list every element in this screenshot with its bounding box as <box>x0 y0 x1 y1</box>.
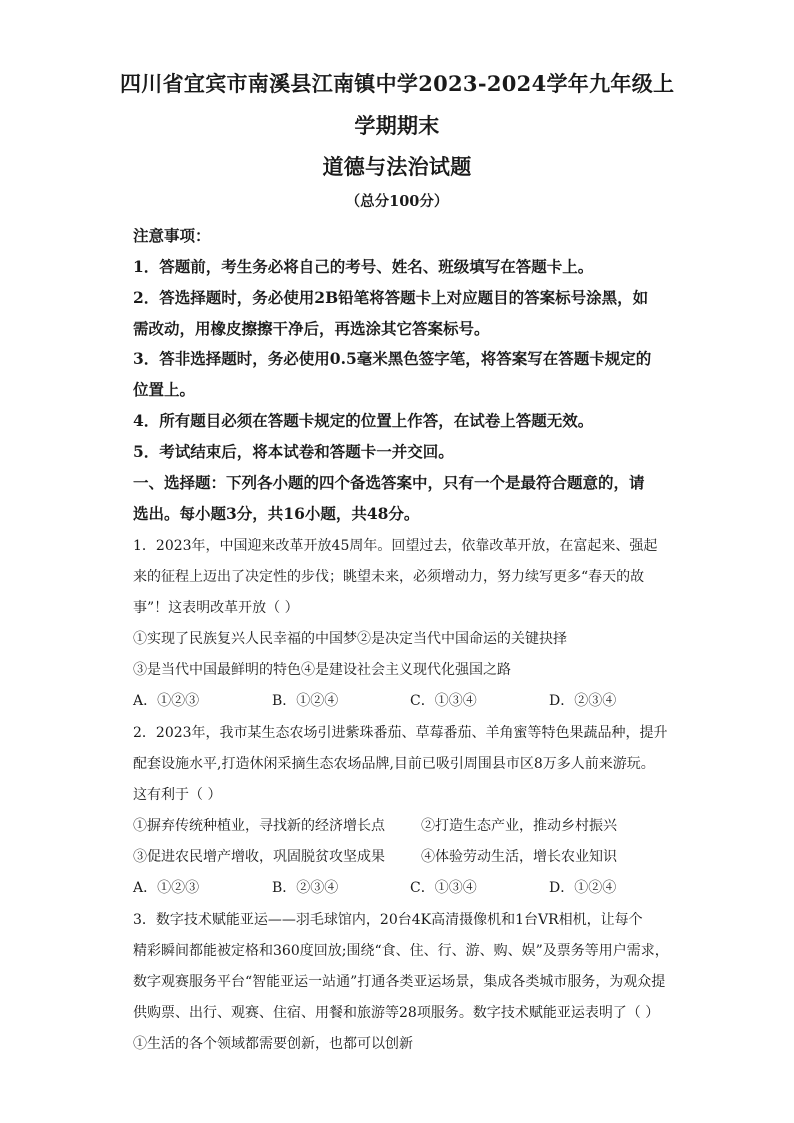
question-stem: 来的征程上迈出了决定性的步伐；眺望未来，必须增动力，努力续写更多“春天的故 <box>133 569 645 585</box>
notice-item: 1．答题前，考生务必将自己的考号、姓名、班级填写在答题卡上。 <box>133 257 594 276</box>
notice-item: 3．答非选择题时，务必使用0.5毫米黑色签字笔，将答案写在答题卡规定的 <box>133 349 652 368</box>
total-score: （总分100分） <box>345 193 449 210</box>
exam-subject-title: 道德与法治试题 <box>322 154 472 179</box>
question-stem: 数字观赛服务平台“智能亚运一站通”打通各类亚运场景，集成各类城市服务，为观众提 <box>133 974 666 990</box>
option-b: B．①②④ <box>272 693 339 709</box>
question-stem: 3．数字技术赋能亚运——羽毛球馆内，20台4K高清摄像机和1台VR相机，让每个 <box>133 912 643 928</box>
question-stem: 这有利于（ ） <box>133 787 222 803</box>
notice-item: 5．考试结束后，将本试卷和答题卡一并交回。 <box>133 442 454 461</box>
option-c: C．①③④ <box>410 693 477 709</box>
question-statement: ②打造生态产业，推动乡村振兴 <box>421 818 617 834</box>
notice-item: 需改动，用橡皮擦擦干净后，再选涂其它答案标号。 <box>133 319 490 338</box>
option-a: A．①②③ <box>133 693 200 709</box>
question-statement: ①实现了民族复兴人民幸福的中国梦②是决定当代中国命运的关键抉择 <box>133 631 567 647</box>
notice-item: 2．答选择题时，务必使用2B铅笔将答题卡上对应题目的答案标号涂黑，如 <box>133 288 649 307</box>
option-a: A．①②③ <box>133 880 200 896</box>
question-statement: ③是当代中国最鲜明的特色④是建设社会主义现代化强国之路 <box>133 662 511 678</box>
section-heading: 选出。每小题3分，共16小题，共48分。 <box>133 504 420 523</box>
exam-title-line2: 学期期末 <box>354 113 440 138</box>
question-statement: ①摒弃传统种植业，寻找新的经济增长点 <box>133 818 385 834</box>
option-d: D．②③④ <box>549 693 617 709</box>
question-statement: ④体验劳动生活，增长农业知识 <box>421 849 617 865</box>
option-b: B．②③④ <box>272 880 339 896</box>
section-heading: 一、选择题：下列各小题的四个备选答案中，只有一个是最符合题意的，请 <box>133 473 645 492</box>
option-c: C．①③④ <box>410 880 477 896</box>
question-stem: 供购票、出行、观赛、住宿、用餐和旅游等28项服务。数字技术赋能亚运表明了（ ） <box>133 1005 660 1021</box>
notice-item: 4．所有题目必须在答题卡规定的位置上作答，在试卷上答题无效。 <box>133 411 594 430</box>
question-stem: 配套设施水平,打造休闲采摘生态农场品牌,目前已吸引周围县市区8万多人前来游玩。 <box>133 756 655 772</box>
question-statement: ③促进农民增产增收，巩固脱贫攻坚成果 <box>133 849 385 865</box>
question-stem: 精彩瞬间都能被定格和360度回放;围绕“食、住、行、游、购、娱”及票务等用户需求， <box>133 943 669 959</box>
notice-heading: 注意事项： <box>133 226 211 245</box>
question-stem: 事”！这表明改革开放（ ） <box>133 600 299 616</box>
exam-title-line1: 四川省宜宾市南溪县江南镇中学2023-2024学年九年级上 <box>120 71 675 96</box>
question-statement: ①生活的各个领域都需要创新，也都可以创新 <box>133 1036 413 1052</box>
option-d: D．①②④ <box>549 880 617 896</box>
question-stem: 2．2023年，我市某生态农场引进紫珠番茄、草莓番茄、羊角蜜等特色果蔬品种，提升 <box>133 725 668 741</box>
question-stem: 1．2023年，中国迎来改革开放45周年。回望过去，依靠改革开放，在富起来、强起 <box>133 538 658 554</box>
notice-item: 位置上。 <box>133 380 196 399</box>
